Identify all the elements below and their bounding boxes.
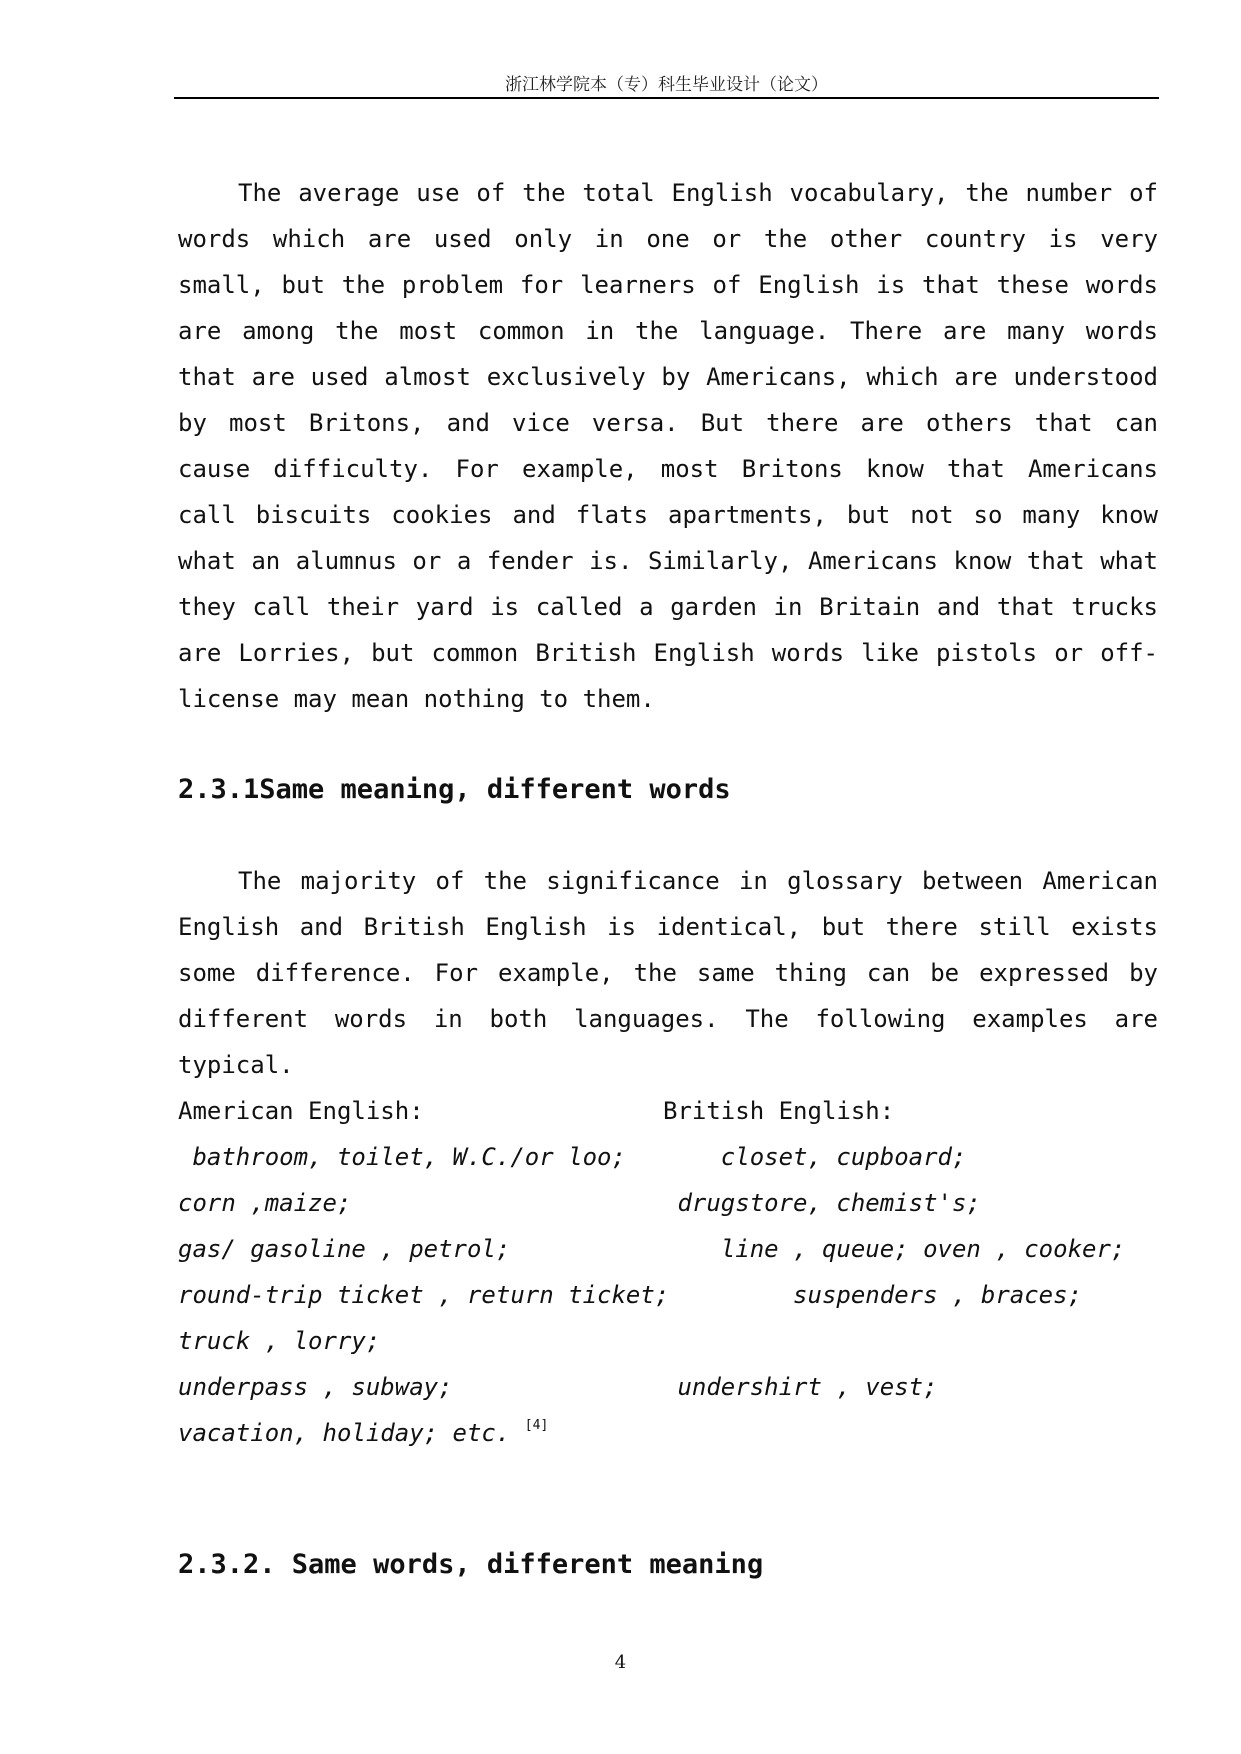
word-list-header — [178, 1088, 1158, 1134]
british-term: undershirt , vest; — [663, 1373, 938, 1401]
american-english-label: American English: — [178, 1097, 424, 1125]
american-term: truck , lorry; — [178, 1327, 381, 1355]
word-pair-line — [178, 1364, 1158, 1410]
paragraph-vocabulary-usage: The average use of the total English vocabulary, the number of words which are used only in one or the other country is very small, but the problem for learners of English is that these words are among the most common in the language. There are many words that are used almost exclusively by Americans, which are understood by most Britons, and vice versa. But there are others that can cause difficulty. For example, most Britons know that Americans call biscuits cookies and flats apartments, but not so many know what an alumnus or a fender is. Similarly, Americans know that what they call their yard is called a garden in Britain and that trucks are Lorries, but common British English words like pistols or off-license may mean nothing to them. — [178, 179, 1158, 713]
header-rule — [174, 97, 1159, 99]
section-heading-2-3-2: 2.3.2. Same words, different meaning — [178, 1549, 764, 1580]
paragraph-glossary-difference: The majority of the significance in glossary between American English and British English is identical, but there still exists some difference. For example, the same thing can be expressed by different words in both languages. The following examples are typical. — [178, 867, 1158, 1079]
citation-marker: [4] — [524, 1418, 549, 1433]
british-term: drugstore, chemist's; — [663, 1189, 981, 1217]
american-term: vacation, holiday; etc. — [178, 1419, 511, 1447]
british-term: closet, cupboard; — [663, 1143, 967, 1171]
word-pair-line — [178, 1226, 1158, 1272]
british-term: line , queue; oven , cooker; — [663, 1235, 1126, 1263]
word-pair-line — [178, 1272, 1158, 1318]
word-pair-line — [178, 1180, 1158, 1226]
section-heading-2-3-1: 2.3.1Same meaning, different words — [178, 774, 731, 805]
american-term: bathroom, toilet, W.C./or loo; — [178, 1143, 626, 1171]
american-term: corn ,maize; — [178, 1189, 352, 1217]
running-header: 浙江林学院本（专）科生毕业设计（论文） — [505, 75, 828, 95]
british-term: suspenders , braces; — [663, 1281, 1083, 1309]
word-pair-line — [178, 1410, 1158, 1456]
american-term: underpass , subway; — [178, 1373, 453, 1401]
page-number: 4 — [614, 1652, 627, 1673]
word-pair-line — [178, 1134, 1158, 1180]
word-pair-line — [178, 1318, 1158, 1364]
american-term: gas/ gasoline , petrol; — [178, 1235, 511, 1263]
american-term-last — [178, 1410, 548, 1456]
american-term: round-trip ticket , return ticket; — [178, 1281, 670, 1309]
page-body — [178, 170, 1158, 1588]
british-english-label: British English: — [663, 1097, 895, 1125]
